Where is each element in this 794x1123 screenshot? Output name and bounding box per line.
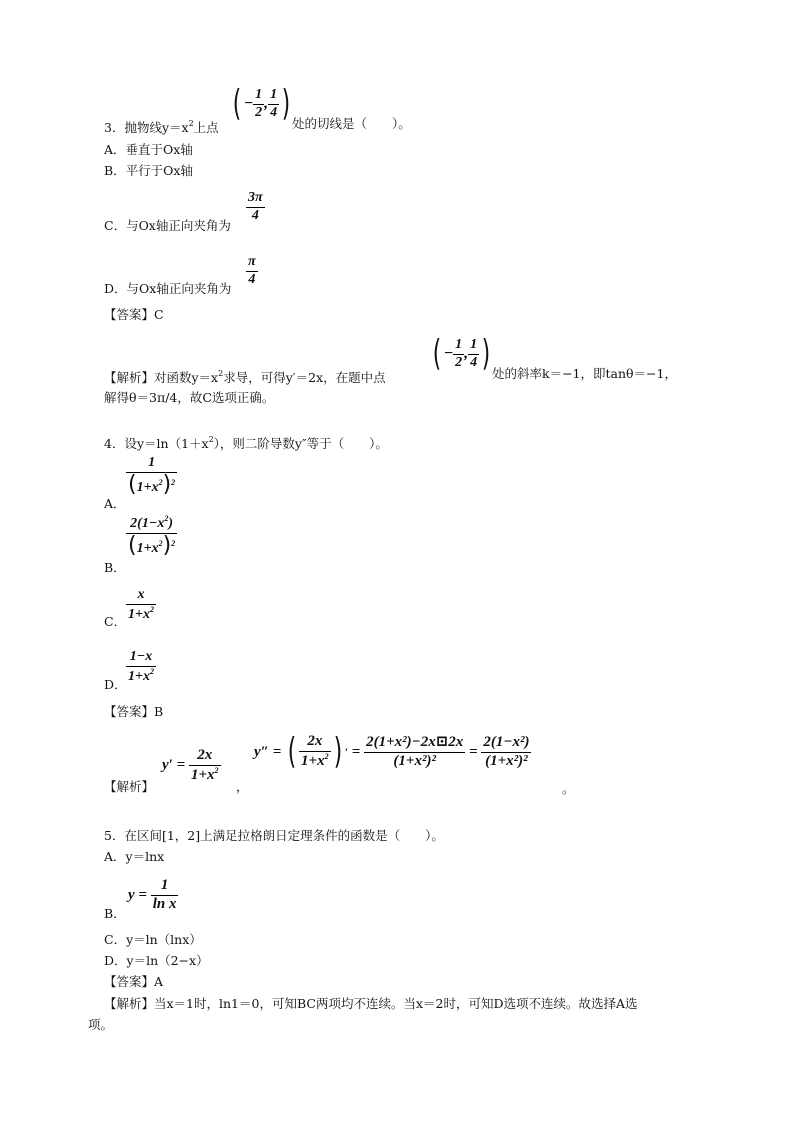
q3-stem-sup: 2 — [188, 119, 194, 128]
q5-answer: 【答案】A — [104, 974, 164, 989]
q3-option-d-frac — [246, 255, 258, 287]
q4-stem — [104, 432, 388, 452]
comma: , — [264, 95, 269, 112]
den-base: 1+x — [136, 540, 159, 556]
q3-stem — [104, 116, 219, 136]
q3-analysis-mid: 求导，可得y′＝2x，在题中点 — [223, 370, 386, 385]
eq1-lhs: y′ = — [162, 757, 186, 774]
q4-stem-post: ），则二阶导数y″等于（ ）。 — [213, 436, 388, 451]
q5-option-d: D．y＝ln（2−x） — [104, 953, 209, 968]
frac-num: 1 — [270, 86, 278, 102]
frac-den: 2 — [255, 104, 263, 120]
den-base: 1+x — [190, 766, 215, 783]
den-base: 1+x — [128, 606, 150, 622]
frac-den: (1+x²)² — [393, 752, 436, 769]
frac-num: π — [248, 254, 256, 269]
q4-option-b-label: B． — [104, 560, 126, 575]
q4-option-d-frac — [126, 650, 156, 684]
den-base: 1+x — [128, 668, 150, 684]
q3-stem-mid: 上点 — [193, 120, 219, 135]
q3-analysis-line2: 解得θ＝3π/4，故C选项正确。 — [104, 390, 275, 405]
q5-analysis-line2: 项。 — [88, 1017, 114, 1032]
frac-den: ln x — [152, 895, 177, 912]
frac-den: $1+x^2$ — [128, 666, 154, 684]
q4-option-b-frac — [126, 515, 177, 557]
frac-den: 4 — [251, 207, 259, 223]
q3-point-expression: ( − $\frac{1}{2}$ , $\frac{1}{4}$ ) — [232, 83, 291, 124]
q5-option-b-expr — [128, 878, 178, 913]
q4-option-a-frac — [126, 456, 177, 496]
frac-num: 1 — [470, 336, 478, 352]
num-base: 2(1−x — [130, 516, 165, 531]
frac-den: 4 — [270, 104, 278, 120]
q4-analysis-label: 【解析】 — [104, 779, 155, 794]
q4-option-c-frac — [126, 588, 156, 622]
q5-option-a: A．y＝lnx — [104, 849, 165, 864]
frac-num: 2x — [307, 733, 323, 750]
frac-num: 2(1−x²) — [483, 733, 530, 750]
q4-stem-sup: 2 — [208, 435, 214, 444]
q4-option-d-label: D． — [104, 677, 127, 692]
q4-answer: 【答案】B — [104, 704, 164, 719]
q3-analysis-sup: 2 — [218, 369, 224, 378]
frac-num: 2x — [197, 747, 213, 763]
frac-num: $2(1-x^2)$ — [130, 514, 173, 531]
b-lhs: y = — [128, 886, 147, 903]
q5-option-c: C．y＝ln（lnx） — [104, 932, 202, 947]
frac-den: $(1+x^2)^2$ — [128, 532, 176, 558]
frac-den: $1+x^2$ — [301, 752, 329, 769]
q5-analysis-line1: 【解析】当x＝1时，ln1＝0，可知BC两项均不连续。当x＝2时，可知D选项不连续。故选择A选 — [104, 996, 638, 1011]
q3-option-c: C．与Ox轴正向夹角为 — [104, 218, 231, 233]
frac-den: $1+x^2$ — [128, 604, 154, 622]
q4-comma: ， — [236, 779, 249, 794]
q5-stem: 5．在区间[1，2]上满足拉格朗日定理条件的函数是（ ）。 — [104, 828, 444, 843]
q4-stem-text: 4．设y＝ln（1＋x — [104, 436, 209, 451]
q3-analysis-text: 【解析】对函数y＝x — [104, 370, 219, 385]
q4-analysis-eq2: y″ = ( $\frac{2x}{1+x^2}$ ) ′ = $\frac{\text{2(1+x²)−2x⊡2x}}{\text{(1+x²)²}}$ = $\frac{\text{2(1−x²)}}{\text{(1+x²)²}}$ — [254, 731, 530, 772]
frac-num: 1−x — [129, 649, 153, 664]
q3-option-a: A．垂直于Ox轴 — [104, 142, 193, 157]
q4-option-a-label: A． — [104, 496, 126, 511]
q4-option-c-label: C． — [104, 614, 127, 629]
den-base: 1+x — [136, 479, 159, 495]
q3-option-b: B．平行于Ox轴 — [104, 163, 193, 178]
frac-num: 1 — [455, 336, 463, 352]
frac-den: 2 — [455, 354, 463, 370]
frac-num: 2(1+x²)−2x⊡2x — [366, 733, 464, 750]
q3-answer: 【答案】C — [104, 307, 164, 322]
frac-num: 3π — [248, 190, 263, 205]
q3-analysis-post: 处的斜率k＝−1，即tanθ＝−1， — [492, 366, 677, 381]
frac-den: $1+x^2$ — [190, 765, 219, 783]
den-base: 1+x — [301, 753, 325, 769]
q4-end: 。 — [562, 781, 575, 796]
frac-num: 1 — [255, 86, 263, 102]
minus-sign: − — [244, 95, 254, 112]
frac-den: (1+x²)² — [485, 752, 528, 769]
frac-num: x — [137, 587, 145, 602]
q5-option-b-label: B． — [104, 906, 126, 921]
q4-analysis-eq1 — [162, 748, 221, 784]
eq2-lhs: y″ = — [254, 743, 282, 760]
q3-option-c-frac — [246, 191, 265, 223]
frac-den: 4 — [248, 271, 256, 287]
frac-den: $(1+x^2)^2$ — [128, 471, 176, 497]
q3-analysis-point: ( − $\frac{1}{2}$ , $\frac{1}{4}$ ) — [432, 333, 491, 374]
frac-num: 1 — [160, 877, 169, 893]
frac-den: 4 — [470, 354, 478, 370]
q3-option-d: D．与Ox轴正向夹角为 — [104, 281, 232, 296]
q3-analysis — [104, 366, 386, 386]
q3-stem-text: 3．抛物线y＝x — [104, 120, 189, 135]
q3-stem-post: 处的切线是（ ）。 — [292, 116, 411, 131]
frac-num: 1 — [148, 455, 156, 470]
